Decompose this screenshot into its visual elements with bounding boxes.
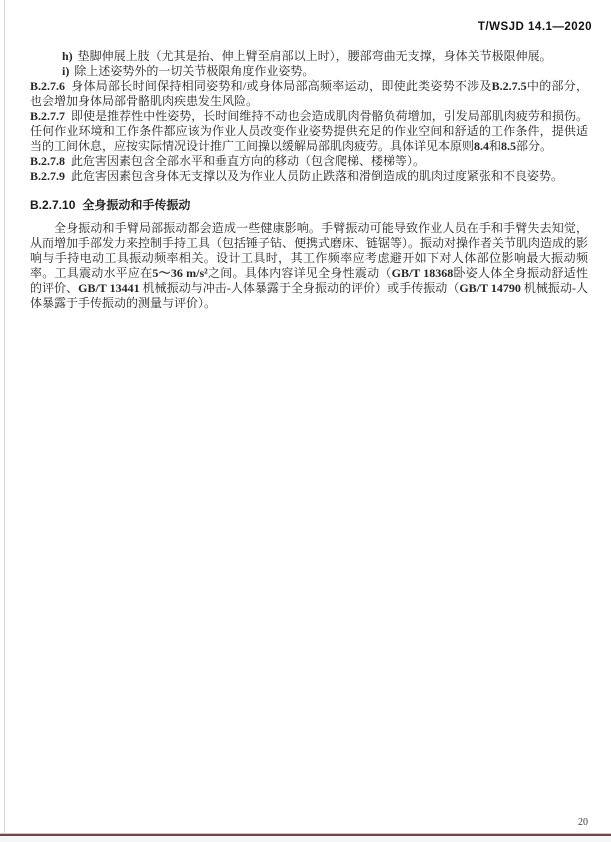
page-number: 20 xyxy=(578,817,588,828)
clause-text: 身体局部长时间保持相同姿势和/或身体局部高频率运动，即使此类姿势不涉及B.2.7.5中的部分，也会增加身体局部骨骼肌肉疾患发生风险。 xyxy=(30,79,588,108)
list-item-text: 除上述姿势外的一切关节极限角度作业姿势。 xyxy=(74,64,315,78)
vibration-paragraph: 全身振动和手臂局部振动都会造成一些健康影响。手臂振动可能导致作业人员在手和手臂失去知觉，从而增加手部发力来控制手持工具（包括锤子钻、便携式磨床、链锯等）。振动对操作者关节肌肉造成的影响与手持电动工具振动频率相关。设计工具时，其工作频率应考虑避开如下对人体部位影响最大振动频率。工具震动水平应在5～36 m/s²之间。具体内容详见全身性震动（GB/T 18368卧姿人体全身振动舒适性的评价、GB/T 13441 机械振动与冲击-人体暴露于全身振动的评价）或手传振动（GB/T 14790 机械振动-人体暴露于手传振动的测量与评价）。 xyxy=(30,221,589,310)
list-item-text: 垫脚伸展上肢（尤其是抬、伸上臂至肩部以上时），腰部弯曲无支撑，身体关节极限伸展。 xyxy=(77,49,552,63)
list-item-h xyxy=(30,49,588,64)
clause-b2-7-8 xyxy=(30,154,588,169)
clause-b2-7-7 xyxy=(30,109,588,154)
clause-b2-7-6 xyxy=(30,79,588,109)
section-heading-number: B.2.7.10 xyxy=(30,198,76,212)
clause-number: B.2.7.7 xyxy=(30,109,66,123)
clause-text: 即使是推荐性中性姿势，长时间维持不动也会造成肌肉骨骼负荷增加，引发局部肌肉疲劳和损伤。任何作业环境和工作条件都应该为作业人员改变作业姿势提供充足的作业空间和舒适的工作条件，提供适当的工间休息，应按实际情况设计推广工间操以缓解局部肌肉疲劳。具体详见本原则8.4和8.5部分。 xyxy=(30,109,588,153)
clause-number: B.2.7.8 xyxy=(30,154,66,168)
list-item-label: h) xyxy=(62,49,73,63)
below-page-area xyxy=(0,836,611,842)
section-heading-title: 全身振动和手传振动 xyxy=(82,198,191,212)
section-heading-b2-7-10 xyxy=(30,198,588,213)
clause-number: B.2.7.6 xyxy=(30,79,66,93)
list-item-label: i) xyxy=(62,64,70,78)
document-body xyxy=(30,49,588,311)
clause-number: B.2.7.9 xyxy=(30,169,66,183)
clause-text: 此危害因素包含全部水平和垂直方向的移动（包含爬梯、楼梯等）。 xyxy=(71,154,426,168)
clause-text: 此危害因素包含身体无支撑以及为作业人员防止跌落和滑倒造成的肌肉过度紧张和不良姿势。 xyxy=(71,169,564,183)
list-item-i xyxy=(30,64,588,79)
page-left-edge-line xyxy=(4,0,5,842)
doc-number-header: T/WSJD 14.1—2020 xyxy=(477,21,592,33)
clause-b2-7-9 xyxy=(30,169,588,184)
